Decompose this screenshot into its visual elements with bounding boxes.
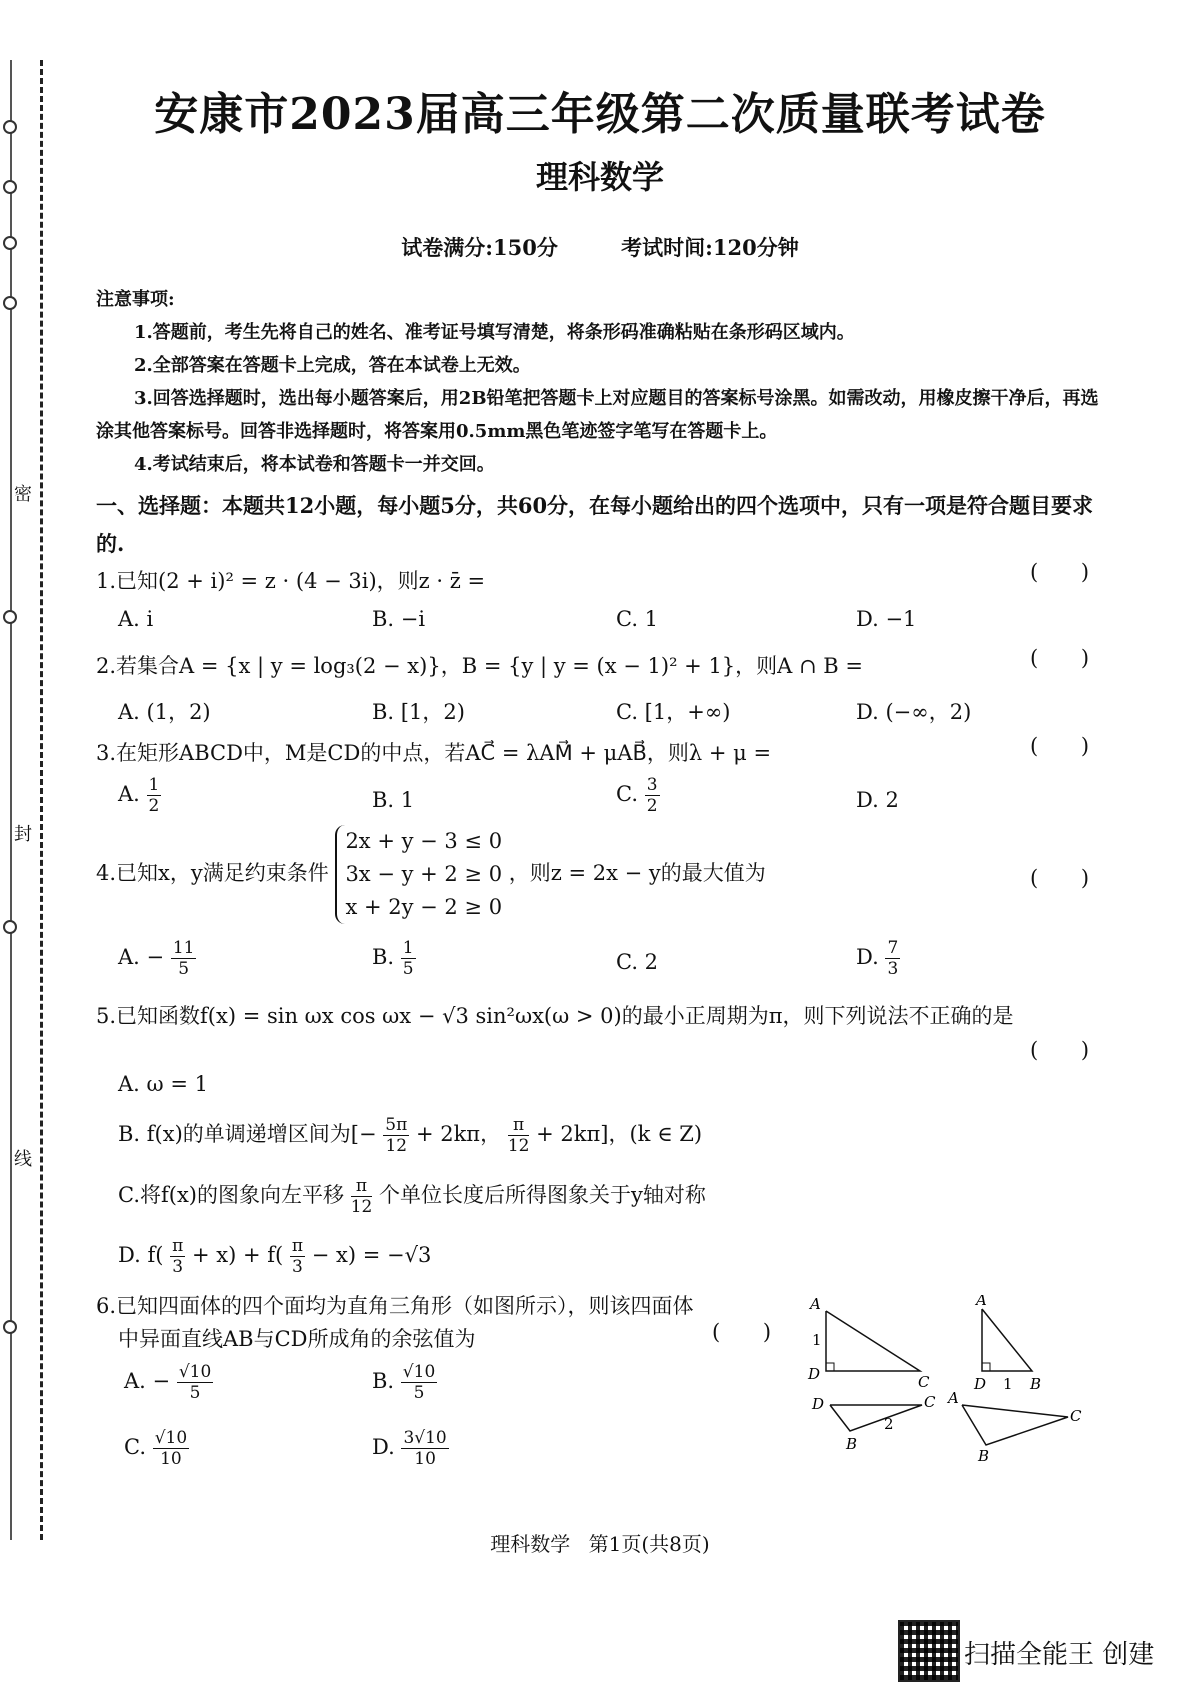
binding-hole: [3, 920, 17, 934]
watermark-text: 扫描全能王 创建: [964, 1640, 1155, 1670]
q4-option-d: [856, 938, 900, 979]
scanner-watermark: [898, 1620, 1188, 1680]
q5-option-d: [118, 1236, 431, 1277]
exam-subject: 理科数学: [535, 158, 664, 196]
question-6-line1: 6.已知四面体的四个面均为直角三角形（如图所示），则该四面体: [96, 1294, 694, 1318]
fraction: $\frac{7}{3}$: [887, 938, 899, 979]
q4-option-c: C. 2: [616, 950, 659, 974]
binding-hole: [3, 610, 17, 624]
margin-char-mi: 密: [14, 484, 32, 505]
option-label: C.: [124, 1435, 146, 1459]
q1-option-a: A. i: [118, 607, 154, 631]
binding-hole: [3, 296, 17, 310]
exam-title: 安康市2023届高三年级第二次质量联考试卷: [154, 89, 1046, 140]
footer-subject: 理科数学: [490, 1532, 571, 1556]
answer-paren: ( ): [1030, 560, 1108, 584]
face-abd: [973, 1295, 1041, 1393]
fraction: $\frac{\pi}{12}$: [507, 1115, 530, 1156]
fraction: $\frac{3√10}{10}$: [403, 1428, 447, 1469]
option-label: B.: [372, 945, 395, 969]
q2-option-c: C. [1，+∞): [616, 700, 731, 724]
q5b-text: B. f(x)的单调递增区间为[−: [118, 1122, 377, 1146]
question-1-stem: 1.已知(2 + i)² = z · (4 − 3i)，则z · z̄ =: [96, 569, 486, 593]
binding-hole: [3, 1320, 17, 1334]
q5d-text: + x) + f(: [191, 1243, 284, 1267]
fraction: $\frac{√10}{5}$: [178, 1362, 212, 1403]
fraction: $\frac{3}{2}$: [646, 775, 658, 816]
face-acd: [807, 1295, 930, 1391]
face-bcd: [811, 1393, 936, 1453]
label-d: D: [808, 1365, 821, 1383]
q4-option-b: [372, 938, 416, 979]
length-1: 1: [812, 1331, 822, 1349]
q3-option-c: [616, 775, 660, 816]
option-label: D.: [372, 1435, 395, 1459]
question-4-stem: [96, 825, 766, 924]
q6-option-b: [372, 1362, 437, 1403]
q5b-text: + 2kπ，: [415, 1122, 502, 1146]
exam-duration: 考试时间:120分钟: [621, 235, 799, 260]
notes-heading: 注意事项:: [96, 289, 175, 310]
q3-option-b: B. 1: [372, 788, 415, 812]
q2-option-d: D. (−∞，2): [856, 700, 972, 724]
q1-option-c: C. 1: [616, 607, 659, 631]
q1-option-b: B. −i: [372, 607, 426, 631]
answer-paren: ( ): [1030, 1038, 1108, 1062]
label-b: B: [846, 1435, 858, 1453]
exam-meta: [0, 232, 1200, 262]
label-d: D: [812, 1395, 825, 1413]
label-c: C: [918, 1373, 930, 1391]
footer-page-number: 第1页(共8页): [588, 1532, 710, 1556]
fraction: $\frac{1}{2}$: [148, 775, 160, 816]
question-6-line2: 中异面直线AB与CD所成角的余弦值为: [118, 1327, 476, 1351]
q5-option-a: A. ω = 1: [118, 1072, 208, 1096]
q1-option-d: D. −1: [856, 607, 917, 631]
q5-option-b: [118, 1115, 702, 1156]
margin-line: [10, 60, 12, 1540]
q6-option-c: [124, 1428, 189, 1469]
q5d-text: D. f(: [118, 1243, 164, 1267]
fraction: $\frac{1}{5}$: [402, 938, 414, 979]
fraction: $\frac{\pi}{3}$: [172, 1236, 184, 1277]
fraction: $\frac{11}{5}$: [172, 938, 195, 979]
label-b: B: [1030, 1375, 1042, 1393]
q6-option-d: [372, 1428, 449, 1469]
binding-margin: [0, 60, 60, 1540]
notes-block: [96, 283, 1106, 481]
note-item: 1.答题前，考生先将自己的姓名、准考证号填写清楚，将条形码准确粘贴在条形码区域内。: [134, 322, 855, 343]
page-footer: [0, 1528, 1200, 1557]
answer-paren: ( ): [712, 1320, 790, 1344]
note-item: 4.考试结束后，将本试卷和答题卡一并交回。: [134, 454, 495, 475]
fraction: $\frac{5\pi}{12}$: [385, 1115, 408, 1156]
face-abc: [946, 1389, 1082, 1465]
q2-option-a: A. (1，2): [118, 700, 211, 724]
label-b: B: [978, 1447, 990, 1465]
fraction: $\frac{\pi}{12}$: [350, 1176, 373, 1217]
constraint-2: 3x − y + 2 ≥ 0: [345, 862, 503, 886]
q5-option-c: [118, 1176, 706, 1217]
option-label: C.: [616, 782, 638, 806]
question-5-stem: 5.已知函数f(x) = sin ωx cos ωx − √3 sin²ωx(ω > 0)的最小正周期为π，则下列说法不正确的是: [96, 1004, 1014, 1028]
fraction: $\frac{√10}{10}$: [154, 1428, 188, 1469]
fraction: $\frac{√10}{5}$: [402, 1362, 436, 1403]
option-label: B.: [372, 1369, 395, 1393]
label-c: C: [1070, 1407, 1082, 1425]
label-d: D: [974, 1375, 987, 1393]
q5c-text: C.将f(x)的图象向左平移: [118, 1183, 344, 1207]
fraction: $\frac{\pi}{3}$: [291, 1236, 304, 1277]
answer-paren: ( ): [1030, 866, 1108, 890]
label-a: A: [810, 1295, 821, 1313]
seal-dashed-line: [40, 60, 43, 1540]
question-3-stem: 3.在矩形ABCD中，M是CD的中点，若AC⃗ = λAM⃗ + μAB⃗，则λ + μ =: [96, 741, 772, 765]
q5c-text: 个单位长度后所得图象关于y轴对称: [379, 1183, 706, 1207]
note-item: 3.回答选择题时，选出每小题答案后，用2B铅笔把答题卡上对应题目的答案标号涂黑。如需改动，用橡皮擦干净后，再选涂其他答案标号。回答非选择题时，将答案用0.5mm黑色笔迹签字笔写在答题卡上。: [96, 388, 1099, 442]
qr-code-icon: [898, 1620, 960, 1682]
q2-option-b: B. [1，2): [372, 700, 465, 724]
q4-text-post: ，则z = 2x − y的最大值为: [508, 861, 766, 885]
tetrahedron-faces-figure: [800, 1295, 1100, 1495]
q6-option-a: [124, 1362, 213, 1403]
q4-text-pre: 4.已知x，y满足约束条件: [96, 861, 329, 885]
answer-paren: ( ): [1030, 734, 1108, 758]
label-c: C: [924, 1393, 936, 1411]
constraint-1: 2x + y − 3 ≤ 0: [345, 829, 503, 853]
answer-paren: ( ): [1030, 646, 1108, 670]
option-label: A. −: [124, 1369, 171, 1393]
option-label: D.: [856, 945, 879, 969]
constraint-system: [335, 825, 502, 924]
note-item: 2.全部答案在答题卡上完成，答在本试卷上无效。: [134, 355, 531, 376]
question-2-stem: 2.若集合A = {x | y = log₃(2 − x)}，B = {y | y = (x − 1)² + 1}，则A ∩ B =: [96, 654, 863, 678]
full-score: 试卷满分:150分: [401, 235, 558, 260]
constraint-3: x + 2y − 2 ≥ 0: [345, 895, 503, 919]
section-heading: 一、选择题：本题共12小题，每小题5分，共60分，在每小题给出的四个选项中，只有一项是符合题目要求的.: [96, 493, 1094, 556]
label-a: A: [948, 1389, 959, 1407]
option-label: A.: [118, 782, 140, 806]
length-2: 2: [884, 1415, 894, 1433]
margin-char-feng: 封: [14, 824, 32, 845]
length-1: 1: [1003, 1375, 1013, 1393]
q4-option-a: [118, 938, 196, 979]
q3-option-d: D. 2: [856, 788, 899, 812]
label-a: A: [976, 1295, 987, 1309]
q5d-text: − x) = −√3: [311, 1243, 432, 1267]
margin-char-xian: 线: [14, 1149, 32, 1170]
q3-option-a: [118, 775, 161, 816]
q5b-text: + 2kπ]，(k ∈ Z): [536, 1122, 703, 1146]
option-label: A. −: [118, 945, 165, 969]
